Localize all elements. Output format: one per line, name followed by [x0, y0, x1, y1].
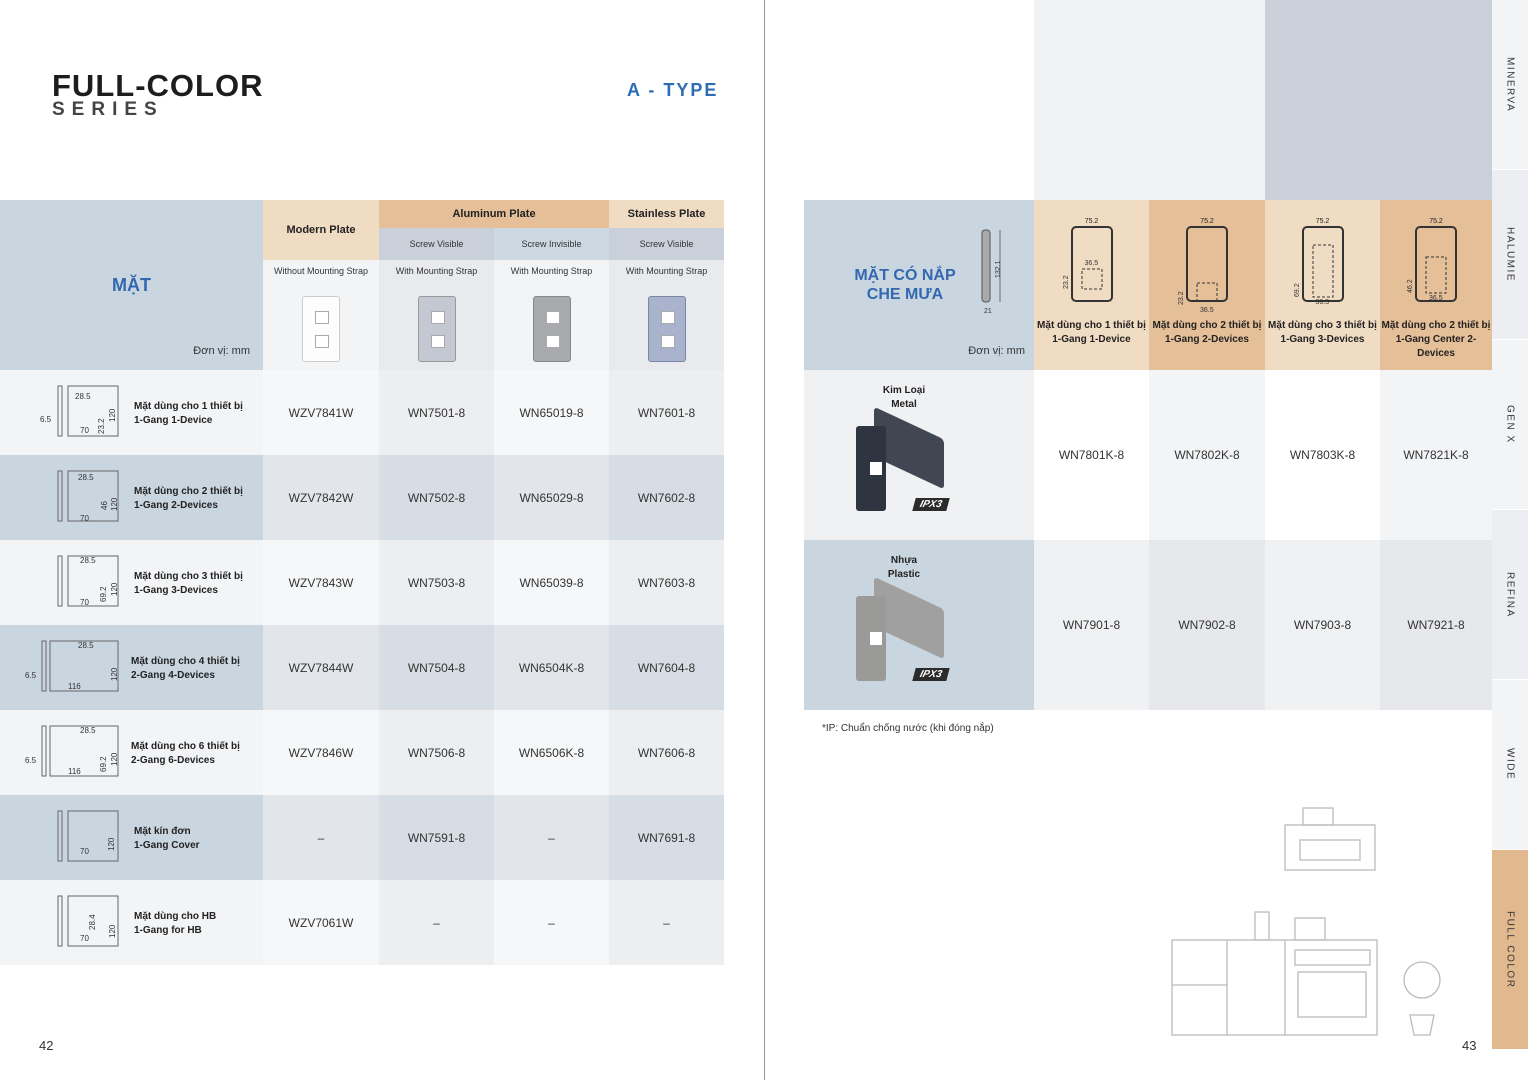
column-header: [1034, 200, 1149, 370]
ipx-badge: IPX3: [912, 498, 949, 511]
dim-width: 75.2: [1084, 218, 1099, 225]
plate-image: [418, 296, 456, 362]
group-modern-plate: Modern Plate: [263, 200, 379, 260]
dim-width: 75.2: [1315, 218, 1330, 225]
product-code: WN7901-8: [1034, 540, 1149, 710]
dimension-value: 70: [80, 847, 89, 856]
dimension-value: 69.2: [99, 756, 108, 772]
dim-inner-width: 36.5: [1429, 295, 1443, 302]
product-code: WN6506K-8: [494, 710, 609, 795]
desc-en: 1-Gang Center 2-Devices: [1395, 334, 1477, 359]
page-divider: [764, 0, 765, 1080]
dim-width: 75.2: [1200, 218, 1214, 225]
plate-diagram: [1177, 225, 1237, 314]
dimension-value: 70: [80, 426, 89, 435]
product-code: WN7506-8: [379, 710, 494, 795]
dimension-value: 6.5: [40, 415, 52, 424]
ip-note: *IP: Chuẩn chống nước (khi đóng nắp): [822, 723, 994, 734]
plate-diagram-icon: [1300, 225, 1346, 303]
tab-label: HALUMIE: [1504, 227, 1516, 282]
tab-label: GEN X: [1504, 405, 1516, 444]
row-label: [0, 795, 263, 880]
plate-diagram: [1406, 225, 1466, 303]
row-label: [0, 455, 263, 540]
dim-inner-width: 36.5: [1200, 307, 1214, 314]
product-code: WN65019-8: [494, 370, 609, 455]
material-en: Plastic: [887, 569, 921, 580]
plate-image: [648, 296, 686, 362]
series-subtitle: SERIES: [52, 99, 164, 120]
material-label: [883, 384, 925, 412]
strap-type: [379, 260, 494, 370]
material-en: Metal: [891, 399, 917, 410]
table-row: [0, 710, 724, 795]
dimension-value: 6.5: [25, 756, 37, 765]
side-view-icon: [978, 228, 1018, 320]
dimension-value: 28.5: [80, 726, 96, 735]
row-description: [131, 740, 240, 768]
table-row: [0, 625, 724, 710]
row-description: [134, 485, 243, 513]
product-code: WN7802K-8: [1149, 370, 1265, 540]
desc-en: 1-Gang 2-Devices: [134, 500, 218, 511]
material-vi: Kim Loại: [882, 385, 926, 396]
plate-diagram: [1293, 225, 1353, 306]
row-label: [0, 540, 263, 625]
product-code: WN7691-8: [609, 795, 724, 880]
series-tab-minerva[interactable]: [1492, 0, 1528, 170]
column-header: [1265, 200, 1380, 370]
desc-vi: Mặt dùng cho 3 thiết bị: [134, 571, 243, 582]
dim-inner-height: 69.2: [1293, 283, 1301, 297]
dimension-value: 116: [68, 682, 81, 691]
desc-vi: Mặt dùng cho 2 thiết bị: [1152, 320, 1262, 331]
strap-type: [494, 260, 609, 370]
row-label: [0, 625, 263, 710]
column-description: [1037, 319, 1146, 347]
unit-label: Đơn vị: mm: [968, 345, 1025, 357]
material-vi: Nhựa: [890, 555, 918, 566]
dimension-value: 70: [80, 934, 89, 943]
plate-image: [302, 296, 340, 362]
strap-label: With Mounting Strap: [510, 266, 593, 276]
table-row: [0, 795, 724, 880]
dimension-value: 70: [80, 514, 89, 523]
strap-label: Without Mounting Strap: [273, 266, 369, 276]
desc-vi: Mặt dùng cho 3 thiết bị: [1268, 320, 1377, 331]
plate-image: [533, 296, 571, 362]
column-description: [1380, 319, 1492, 361]
dimension-value: 120: [110, 497, 119, 511]
dimension-value: 120: [108, 408, 117, 422]
column-header: [1149, 200, 1265, 370]
desc-vi: Mặt dùng cho 6 thiết bị: [131, 741, 240, 752]
row-description: [134, 570, 243, 598]
desc-vi: Mặt dùng cho HB: [134, 911, 217, 922]
strap-label: With Mounting Strap: [625, 266, 708, 276]
product-code: WZV7841W: [263, 370, 379, 455]
strap-label: With Mounting Strap: [395, 266, 478, 276]
screw-type: Screw Visible: [379, 228, 494, 260]
desc-vi: Mặt dùng cho 1 thiết bị: [134, 401, 243, 412]
strap-type: [609, 260, 724, 370]
dimension-value: 120: [110, 752, 119, 766]
product-code: WN7502-8: [379, 455, 494, 540]
plate-diagram-icon: [1413, 225, 1459, 303]
product-code: –: [494, 795, 609, 880]
cover-image: [854, 588, 954, 688]
desc-vi: Mặt kín đơn: [134, 826, 191, 837]
product-code: WN7903-8: [1265, 540, 1380, 710]
row-label: [0, 880, 263, 965]
desc-en: 1-Gang 1-Device: [134, 415, 213, 426]
series-tab-full-color[interactable]: [1492, 850, 1528, 1050]
product-code: –: [494, 880, 609, 965]
product-code: WN7602-8: [609, 455, 724, 540]
row-label: [804, 370, 1034, 540]
table-row: [0, 370, 724, 455]
product-code: WN7606-8: [609, 710, 724, 795]
tab-label: WIDE: [1504, 748, 1516, 781]
dimension-value: 6.5: [25, 671, 37, 680]
product-code: WN6504K-8: [494, 625, 609, 710]
row-description: [134, 825, 200, 853]
product-code: WN7603-8: [609, 540, 724, 625]
product-code: WN7821K-8: [1380, 370, 1492, 540]
product-code: WZV7842W: [263, 455, 379, 540]
product-code: –: [263, 795, 379, 880]
product-code: WN7801K-8: [1034, 370, 1149, 540]
dim-inner-height: 23.2: [1062, 275, 1070, 289]
row-description: [134, 400, 243, 428]
product-code: WN7503-8: [379, 540, 494, 625]
dim-width: 75.2: [1429, 218, 1443, 225]
column-description: [1268, 319, 1377, 347]
kitchen-illustration: [1165, 800, 1455, 1040]
dimension-value: 70: [80, 598, 89, 607]
table-row: [0, 880, 724, 965]
product-code: WN7803K-8: [1265, 370, 1380, 540]
table-row: [0, 540, 724, 625]
desc-en: 2-Gang 4-Devices: [131, 670, 215, 681]
row-description: [134, 910, 216, 938]
row-label: [804, 540, 1034, 710]
unit-label: Đơn vị: mm: [193, 345, 250, 357]
product-code: WN7601-8: [609, 370, 724, 455]
page-number-right: 43: [1462, 1038, 1477, 1053]
series-tab-wide[interactable]: [1492, 680, 1528, 850]
dimension-value: 28.5: [80, 556, 96, 565]
product-code: WN65029-8: [494, 455, 609, 540]
side-depth-dim: 21: [984, 308, 992, 315]
table-label: MẶT CÓ NẮP CHE MƯA: [854, 267, 956, 303]
desc-en: 1-Gang for HB: [134, 925, 202, 936]
desc-en: 1-Gang 2-Devices: [1165, 334, 1249, 345]
screw-type: Screw Visible: [609, 228, 724, 260]
series-title: FULL-COLOR: [52, 68, 264, 103]
decor-block: [1034, 0, 1265, 200]
cover-image: [854, 418, 954, 518]
row-label: [0, 370, 263, 455]
desc-en: 1-Gang Cover: [134, 840, 200, 851]
dimension-value: 28.4: [88, 914, 97, 930]
plate-diagram-icon: [1184, 225, 1230, 303]
dimension-diagram-icon: [40, 809, 140, 867]
group-aluminum-plate: Aluminum Plate: [379, 200, 609, 228]
dimension-value: 28.5: [78, 641, 94, 650]
dim-inner-height: 23.2: [1178, 291, 1185, 305]
product-code: WZV7843W: [263, 540, 379, 625]
dimension-value: 46: [100, 501, 109, 510]
product-code: WN7921-8: [1380, 540, 1492, 710]
type-label: A - TYPE: [627, 80, 719, 100]
product-code: WZV7061W: [263, 880, 379, 965]
tab-label: MINERVA: [1504, 56, 1516, 113]
tab-label: REFINA: [1504, 571, 1516, 618]
material-label: [888, 554, 920, 582]
dimension-value: 23.2: [97, 418, 106, 434]
dimension-value: 28.5: [75, 392, 91, 401]
product-code: WZV7844W: [263, 625, 379, 710]
column-description: [1153, 319, 1262, 347]
product-code: WN65039-8: [494, 540, 609, 625]
product-code: WN7604-8: [609, 625, 724, 710]
page-number-left: 42: [39, 1038, 54, 1053]
dimension-value: 120: [108, 924, 117, 938]
plate-diagram: [1062, 225, 1122, 303]
product-code: WN7591-8: [379, 795, 494, 880]
screw-type: Screw Invisible: [494, 228, 609, 260]
table-row: [0, 455, 724, 540]
product-code: WN7902-8: [1149, 540, 1265, 710]
dimension-value: 120: [110, 667, 119, 681]
product-code: –: [379, 880, 494, 965]
dim-inner-height: 46.2: [1407, 279, 1414, 293]
dimension-value: 120: [110, 582, 119, 596]
product-code: WN7504-8: [379, 625, 494, 710]
product-code: WN7501-8: [379, 370, 494, 455]
decor-block: [1265, 0, 1492, 200]
dimension-value: 120: [107, 837, 116, 851]
group-stainless-plate: Stainless Plate: [609, 200, 724, 228]
desc-en: 1-Gang 1-Device: [1052, 334, 1131, 345]
strap-type: [263, 260, 379, 370]
dimension-value: 69.2: [99, 586, 108, 602]
desc-vi: Mặt dùng cho 4 thiết bị: [131, 656, 240, 667]
desc-vi: Mặt dùng cho 2 thiết bị: [1381, 320, 1491, 331]
row-label: [0, 710, 263, 795]
desc-vi: Mặt dùng cho 1 thiết bị: [1037, 320, 1146, 331]
series-tab-halumie[interactable]: [1492, 170, 1528, 340]
desc-en: 1-Gang 3-Devices: [134, 585, 218, 596]
side-height-dim: 132.1: [995, 260, 1002, 278]
dim-inner-width: 36.5: [1315, 299, 1330, 306]
tab-label: FULL COLOR: [1504, 910, 1516, 989]
dimension-value: 116: [68, 767, 81, 776]
dimension-value: 28.5: [78, 473, 94, 482]
column-header: [1380, 200, 1492, 370]
desc-en: 2-Gang 6-Devices: [131, 755, 215, 766]
dim-inner-width: 36.5: [1084, 260, 1099, 267]
series-tab-gen-x[interactable]: [1492, 340, 1528, 510]
desc-vi: Mặt dùng cho 2 thiết bị: [134, 486, 243, 497]
table-label: MẶT: [0, 200, 263, 370]
ipx-badge: IPX3: [912, 668, 949, 681]
product-code: WZV7846W: [263, 710, 379, 795]
row-description: [131, 655, 240, 683]
desc-en: 1-Gang 3-Devices: [1280, 334, 1365, 345]
product-code: –: [609, 880, 724, 965]
series-tab-refina[interactable]: [1492, 510, 1528, 680]
